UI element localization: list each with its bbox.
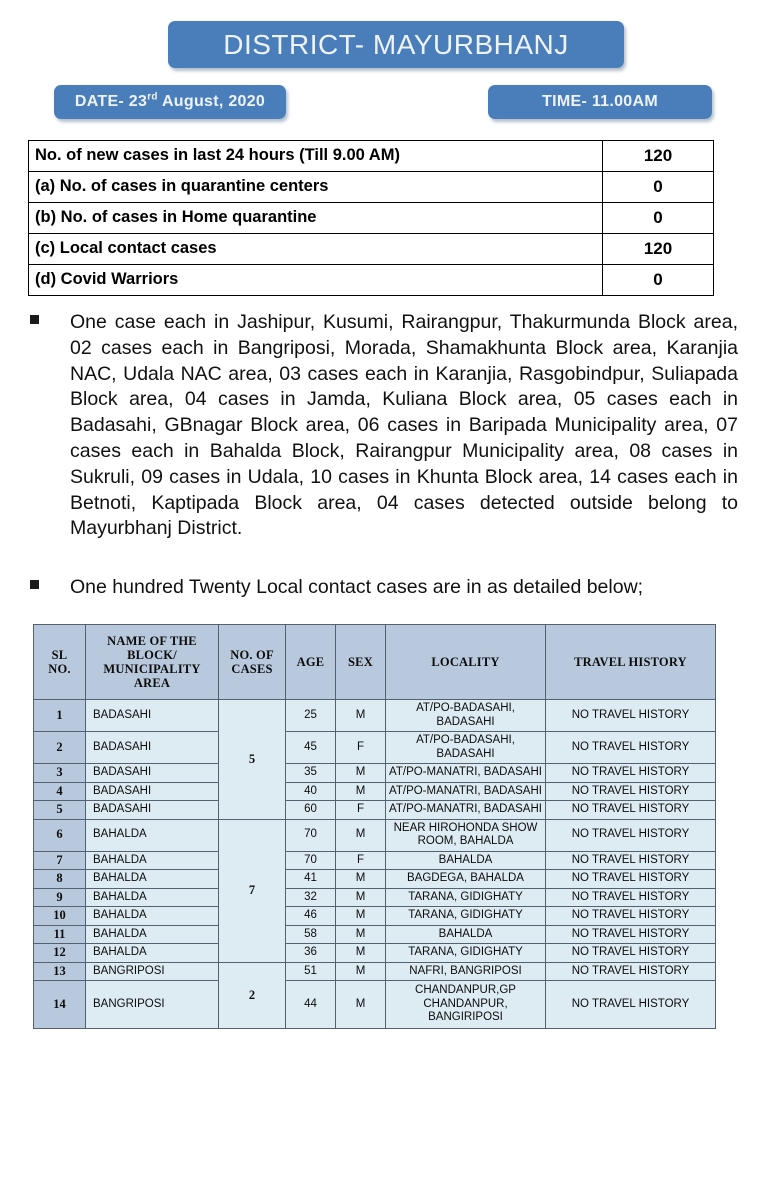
cell-sex: M (336, 962, 386, 981)
cell-age: 51 (286, 962, 336, 981)
cell-sl-no: 10 (34, 907, 86, 926)
cell-block: BADASAHI (86, 732, 219, 764)
table-row (34, 801, 716, 820)
cell-no-of-cases: 5 (219, 700, 286, 820)
cell-block: BANGRIPOSI (86, 981, 219, 1029)
cell-sl-no: 7 (34, 851, 86, 870)
cell-travel-history: NO TRAVEL HISTORY (546, 925, 716, 944)
case-table-header (34, 625, 716, 700)
table-row (34, 700, 716, 732)
cell-travel-history: NO TRAVEL HISTORY (546, 962, 716, 981)
summary-row-prefix: (b) (35, 208, 57, 227)
cell-locality: NAFRI, BANGRIPOSI (386, 962, 546, 981)
cell-locality: AT/PO-MANATRI, BADASAHI (386, 801, 546, 820)
summary-row-label: Covid Warriors (60, 270, 179, 289)
cell-sex: M (336, 907, 386, 926)
column-header-block-line4: AREA (133, 676, 171, 690)
cell-age: 41 (286, 870, 336, 889)
summary-row-label: No. of cases in Home quarantine (60, 208, 317, 227)
cell-sl-no: 1 (34, 700, 86, 732)
cell-age: 70 (286, 819, 336, 851)
column-header-sl-line2: NO. (48, 662, 71, 676)
cell-locality: TARANA, GIDIGHATY (386, 907, 546, 926)
table-row (34, 819, 716, 851)
column-header-cases-line1: NO. OF (230, 648, 274, 662)
cell-age: 58 (286, 925, 336, 944)
table-row (34, 732, 716, 764)
case-table-body (34, 700, 716, 1029)
column-header-locality: LOCALITY (386, 625, 546, 700)
column-header-block-line1: NAME OF THE (107, 634, 197, 648)
bullet-paragraph-text: One case each in Jashipur, Kusumi, Rairangpur, Thakurmunda Block area, 02 cases each in Bangriposi, Morada, Shamakhunta Block area, Karanjia NAC, Udala NAC area, 03 cases each in Karanjia, Rasgobindpur, Suliapada Block area, 04 cases in Jamda, Kuliana Block area, 05 cases each in Badasahi, GBnagar Block area, 06 cases in Baripada Municipality area, 07 cases each in Bahalda Block, Rairangpur Municipality area, 08 cases in Sukruli, 09 cases in Udala, 10 cases in Khunta Block area, 14 cases each in Betnoti, Kaptipada Block area, 04 cases detected outside belong to Mayurbhanj District. (70, 311, 738, 540)
cell-age: 45 (286, 732, 336, 764)
date-banner (54, 85, 286, 119)
summary-value-cell: 0 (603, 203, 714, 234)
cell-travel-history: NO TRAVEL HISTORY (546, 782, 716, 801)
summary-row-prefix: (d) (35, 270, 57, 289)
bullet-paragraph-text: One hundred Twenty Local contact cases are in as detailed below; (70, 576, 644, 598)
column-header-cases-line2: CASES (231, 662, 273, 676)
cell-travel-history: NO TRAVEL HISTORY (546, 944, 716, 963)
cell-travel-history: NO TRAVEL HISTORY (546, 888, 716, 907)
cell-age: 25 (286, 700, 336, 732)
column-header-block-line3: MUNICIPALITY (103, 662, 201, 676)
cell-block: BAHALDA (86, 870, 219, 889)
cell-sl-no: 9 (34, 888, 86, 907)
date-suffix-text: August, 2020 (157, 93, 266, 110)
cell-travel-history: NO TRAVEL HISTORY (546, 764, 716, 783)
cell-travel-history: NO TRAVEL HISTORY (546, 981, 716, 1029)
table-row (34, 962, 716, 981)
summary-value-cell: 120 (603, 141, 714, 172)
cell-block: BADASAHI (86, 700, 219, 732)
cell-sex: M (336, 888, 386, 907)
cell-sex: M (336, 981, 386, 1029)
column-header-sl-line1: SL (51, 648, 68, 662)
date-ordinal-suffix: rd (147, 91, 158, 103)
cell-block: BADASAHI (86, 764, 219, 783)
cell-block: BAHALDA (86, 944, 219, 963)
square-bullet-icon (30, 315, 39, 324)
summary-label-cell (29, 172, 603, 203)
summary-row-prefix: (a) (35, 177, 56, 196)
cell-sl-no: 4 (34, 782, 86, 801)
cell-sex: F (336, 851, 386, 870)
cell-locality: AT/PO-MANATRI, BADASAHI (386, 782, 546, 801)
table-row (34, 870, 716, 889)
cell-locality: TARANA, GIDIGHATY (386, 944, 546, 963)
table-row (34, 925, 716, 944)
summary-label-cell (29, 203, 603, 234)
cell-sex: M (336, 870, 386, 889)
table-row (34, 851, 716, 870)
summary-table (28, 140, 714, 296)
cell-sex: F (336, 801, 386, 820)
cell-age: 36 (286, 944, 336, 963)
cell-age: 46 (286, 907, 336, 926)
cell-locality: AT/PO-BADASAHI, BADASAHI (386, 700, 546, 732)
cell-sex: M (336, 944, 386, 963)
table-row (34, 907, 716, 926)
bullet-paragraph-local-contacts (30, 575, 738, 601)
time-text: TIME- 11.00AM (542, 93, 658, 110)
time-banner (488, 85, 712, 119)
table-row (29, 234, 714, 265)
summary-value-cell: 0 (603, 265, 714, 296)
district-title-banner (168, 21, 624, 68)
cell-block: BAHALDA (86, 851, 219, 870)
summary-table-body (29, 141, 714, 296)
cell-locality: NEAR HIROHONDA SHOW ROOM, BAHALDA (386, 819, 546, 851)
summary-value-cell: 120 (603, 234, 714, 265)
cell-sex: M (336, 700, 386, 732)
cell-block: BAHALDA (86, 819, 219, 851)
cell-sl-no: 3 (34, 764, 86, 783)
column-header-sex: SEX (336, 625, 386, 700)
cell-no-of-cases: 7 (219, 819, 286, 962)
cell-block: BANGRIPOSI (86, 962, 219, 981)
cell-travel-history: NO TRAVEL HISTORY (546, 801, 716, 820)
district-title-text: DISTRICT- MAYURBHANJ (223, 29, 569, 60)
cell-sl-no: 8 (34, 870, 86, 889)
cell-age: 32 (286, 888, 336, 907)
cell-travel-history: NO TRAVEL HISTORY (546, 851, 716, 870)
cell-block: BADASAHI (86, 801, 219, 820)
cell-age: 70 (286, 851, 336, 870)
cell-block: BADASAHI (86, 782, 219, 801)
cell-sex: M (336, 925, 386, 944)
cell-sl-no: 2 (34, 732, 86, 764)
cell-sex: M (336, 764, 386, 783)
column-header-age: AGE (286, 625, 336, 700)
cell-travel-history: NO TRAVEL HISTORY (546, 870, 716, 889)
cell-locality: AT/PO-BADASAHI, BADASAHI (386, 732, 546, 764)
cell-age: 35 (286, 764, 336, 783)
date-prefix-text: DATE- 23 (74, 93, 148, 110)
table-row (34, 981, 716, 1029)
table-row (34, 944, 716, 963)
cell-locality: CHANDANPUR,GP CHANDANPUR, BANGIRIPOSI (386, 981, 546, 1029)
table-row (34, 764, 716, 783)
column-header-block-municipality (86, 625, 219, 700)
cell-locality: BAHALDA (386, 925, 546, 944)
summary-label-cell (29, 265, 603, 296)
table-row (29, 141, 714, 172)
cell-locality: AT/PO-MANATRI, BADASAHI (386, 764, 546, 783)
cell-age: 40 (286, 782, 336, 801)
column-header-sl-no (34, 625, 86, 700)
cell-sl-no: 6 (34, 819, 86, 851)
case-detail-table (33, 624, 716, 1029)
cell-sl-no: 12 (34, 944, 86, 963)
column-header-block-line2: BLOCK/ (127, 648, 177, 662)
bullet-paragraph-cases-breakdown (30, 310, 738, 542)
cell-locality: BAHALDA (386, 851, 546, 870)
cell-age: 60 (286, 801, 336, 820)
cell-block: BAHALDA (86, 888, 219, 907)
summary-row-prefix: (c) (35, 239, 56, 258)
cell-travel-history: NO TRAVEL HISTORY (546, 819, 716, 851)
cell-sl-no: 5 (34, 801, 86, 820)
summary-label-cell (29, 234, 603, 265)
cell-locality: BAGDEGA, BAHALDA (386, 870, 546, 889)
cell-age: 44 (286, 981, 336, 1029)
column-header-no-of-cases (219, 625, 286, 700)
cell-sex: M (336, 819, 386, 851)
cell-travel-history: NO TRAVEL HISTORY (546, 907, 716, 926)
table-row (29, 172, 714, 203)
square-bullet-icon (30, 580, 39, 589)
summary-row-label: No. of cases in quarantine centers (59, 177, 329, 196)
table-row (29, 265, 714, 296)
summary-label-cell (29, 141, 603, 172)
cell-travel-history: NO TRAVEL HISTORY (546, 700, 716, 732)
table-row (34, 782, 716, 801)
column-header-travel-history: TRAVEL HISTORY (546, 625, 716, 700)
cell-sl-no: 11 (34, 925, 86, 944)
cell-sl-no: 14 (34, 981, 86, 1029)
summary-row-label: No. of new cases in last 24 hours (Till 9.00 AM) (35, 146, 400, 165)
cell-sl-no: 13 (34, 962, 86, 981)
cell-travel-history: NO TRAVEL HISTORY (546, 732, 716, 764)
cell-block: BAHALDA (86, 907, 219, 926)
cell-no-of-cases: 2 (219, 962, 286, 1029)
summary-row-label: Local contact cases (59, 239, 217, 258)
cell-sex: M (336, 782, 386, 801)
cell-locality: TARANA, GIDIGHATY (386, 888, 546, 907)
table-header-row (34, 625, 716, 700)
cell-block: BAHALDA (86, 925, 219, 944)
summary-value-cell: 0 (603, 172, 714, 203)
table-row (34, 888, 716, 907)
cell-sex: F (336, 732, 386, 764)
table-row (29, 203, 714, 234)
